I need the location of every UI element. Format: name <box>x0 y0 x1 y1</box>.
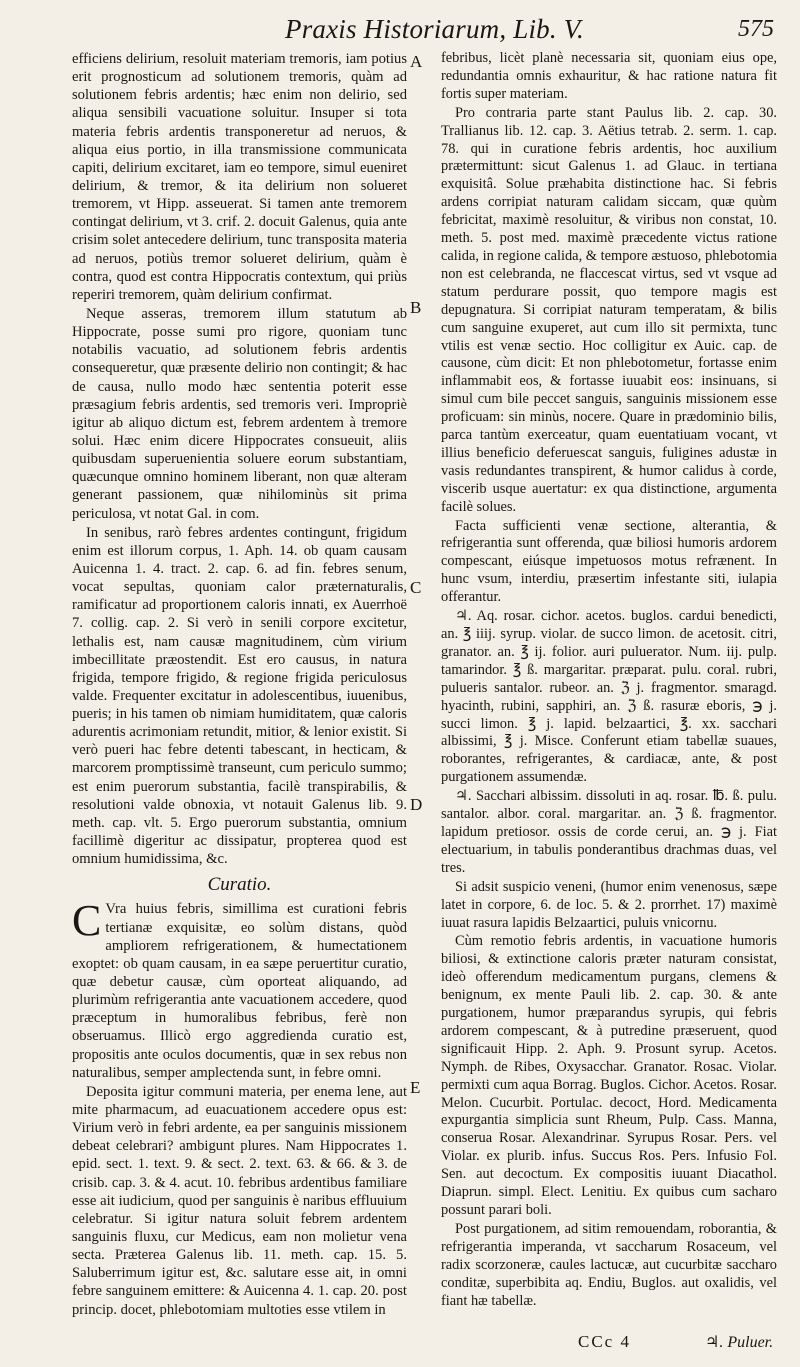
right-paragraph-6: Post purgationem, ad sitim remouendam, roborantia, & refrigerantia imperanda, vt saccharum Rosaceum, vel radix scorzoneræ, caules lactucæ, aut cucurbitæ saccharo conditæ, superbibita aq. Endiu, Buglos. aut oxalidis, vel fiant hæ tabellæ. <box>441 1220 777 1309</box>
right-paragraph-2: Pro contraria parte stant Paulus lib. 2. cap. 30. Trallianus lib. 12. cap. 3. Aëtius tetrab. 2. serm. 1. cap. 78. qui in curatione febris ardentis, hoc auxilium prætermittunt: sicut Galenus 1. ad Glauc. in tertiana exquisitâ. Solue præhabita distinctione hac. Si febris ardens corripiat naturam calidam siccam, quæ quùm febricitat, maximè resoluitur, & viribus non constat, 10. meth. 5. post med. maximè præcedente victus ratione calida, in regione calida, & tempore æstuoso, phlebotomia non est celebranda, ne flaccescat virtus, sed vt vsque ad statum perdurare possit, quo tempore magis est depugnatura. Si corripiat naturam temperatam, & bilis cum sanguine exuperet, aut cum illo sit permixta, tunc vtilis est venæ sectio. Hoc colligitur ex Auic. cap. de causone, cùm dicit: Et non phlebotometur, fortasse enim inflammabit eos, & fortasse iuuabit eos: insinuans, si simul cum bile peccet sanguis, sanguinis missionem esse proficuam: sin minùs, nocere. Quare in prædominio bilis, parca tantùm exerceatur, quam euentatiuam vocant, vt illius beneficio deferuescat sanguis, fuligines adustæ in vasis redundantes transpirent, & humor calidus à corde, viscerib usque auertatur: ex qua distinctione, argumenta facilè solues. <box>441 104 777 515</box>
drop-cap: C <box>72 896 102 946</box>
curatio-paragraph-1 <box>72 896 407 1081</box>
running-title: Praxis Historiarum, Lib. V. <box>285 14 584 44</box>
right-paragraph-3: Facta sufficienti venæ sectione, alterantia, & refrigerantia sunt offerenda, quæ biliosi humoris ardorem compescant, eiúsque impetuosos motus refrænent. In hunc vsum, interdiu, præsertim infestante siti, iulapia offerantur. <box>441 517 777 606</box>
margin-letter-a: A <box>410 52 423 71</box>
left-column <box>72 50 407 1319</box>
signature-mark: CCc 4 <box>578 1332 631 1351</box>
margin-letter-e: E <box>410 1078 421 1097</box>
curatio-paragraph-2: Deposita igitur communi materia, per enema lene, aut mite pharmacum, ad euacuationem accedere opus est: Virium verò in febri ardente, ea per sanguinis missionem debeat celebrari? ambigunt plures. Nam Hippocrates 1. epid. sect. 1. text. 9. & sect. 2. text. 63. & 66. & 3. de crisib. cap. 3. & 4. acut. 10. febribus ardentibus familiare esse ait iudicium, quod per sanguinis è naribus effluuium celebratur. Si igitur natura soluit febrem ardentem sanguinis fluxu, cur Medicus, eam non molietur vena secta. Præterea Galenus lib. 11. meth. cap. 15. 5. Saluberrimum igitur est, &c. salutare esse ait, in omni febre sanguinem emittere: & Auicenna 4. 1. cap. 20. post princip. docet, phlebotomiam multoties esse vtilem in <box>72 1083 407 1318</box>
left-paragraph-2: Neque asseras, tremorem illum statutum ab Hippocrate, posse sumi pro rigore, quoniam tunc notabilis vacuatio, ad solutionem febris ardentis consequeretur, quæ præsente delirio non contingit; & hac de causa, nullo modo hæc sententia poterit esse præsagium febris ardentis, sed tremoris veri. Impropriè igitur ab aliquo dictum est, febrem ardentem à tremore solui. Hæc enim dicere Hippocrates consueuit, aliis quibusdam superuenientia soluere eorum substantiam, quæcunque omnino hominem liberant, non quæ alteram generant passionem, quæ nihilominùs sit prima periculosa, vt notat Gal. in com. <box>72 305 407 522</box>
right-paragraph-1: febribus, licèt planè necessaria sit, quoniam eius ope, redundantia omnis exhauritur, & hac ratione natura fit fortis super materiam. <box>441 50 777 102</box>
section-heading-curatio: Curatio. <box>207 874 272 896</box>
curatio-paragraph-1-text: Vra huius febris, simillima est curationi febris tertianæ exquisitæ, eo solùm distans, quòd ampliorem refrigerationem, & humectationem exoptet: ob quam causam, in ea sæpe peruertitur curatio, quæ debetur causæ, cùm oporteat aliquando, ad plurimùm refrigerantia ante vacuationem accedere, quod præceptum in humoralibus febribus, ferè non obseruamus. Illicò ergo aggredienda curatio est, propositis ante oculos documentis, quæ in sex rebus non naturalibus, semper amplectenda sunt, in febre omni. <box>72 901 407 1081</box>
left-paragraph-1: efficiens delirium, resoluit materiam tremoris, iam potius erit prognosticum ad solutionem tremoris, quàm ad solutionem febris ardentis; hæc enim non delirio, sed aliqua sensibili vacuatione soluitur. Insuper si tota materia febris ardentis transponeretur ad neruos, & aliqua eius portio, in illa transmissione communicata capiti, delirium excitaret, iam eo tempore, simul eueniret delirium, & tremor, & ita delirium non solueret tremorem, vt Hipp. asseuerat. Si tamen ante tremorem contingat delirium, vt 3. crif. 2. docuit Galenus, quia ante crisim solet antecedere delirium, tunc transposita materia ad neruos, potiùs tremor solueret delirium, quàm è contra, quod est contra Hippocratis contextum, qui priùs reperiri tremorem, quàm delirium confirmat. <box>72 51 407 303</box>
right-paragraph-4: Si adsit suspicio veneni, (humor enim venenosus, sæpe latet in corpore, 6. de loc. 5. & 2. prorrhet. 17) maximè iuuat rasura lapidis Belzaartici, puluis vnicornu. <box>441 878 777 931</box>
catchword: ♃. Puluer. <box>705 1334 774 1351</box>
recipe-1: ♃. Aq. rosar. cichor. acetos. buglos. cardui benedicti, an. ℥ iiij. syrup. violar. de succo limon. de acetosit. citri, granator. an. ℥ ij. folior. auri puluerator. Num. iij. pulp. tamarindor. ℥ ß. margaritar. præparat. pulu. coral. rubri, pulueris santalor. rubeor. an. ℨ j. fragmentor. smaragd. hyacinth, rubini, sapphiri, an. ℨ ß. rasuræ eboris, ℈ j. succi limon. ℥ j. lapid. belzaartici, ℥. xx. sacchari albissimi, ℥ j. Misce. Conferunt etiam tabellæ suaues, roborantes, refrigerantes, & cardiacæ, ante, & post purgationem assumendæ. <box>441 608 777 786</box>
right-paragraph-5: Cùm remotio febris ardentis, in vacuatione humoris biliosi, & extinctione caloris præter naturam consistat, ideò offerendum medicamentum purgans, clemens & benignum, ex mente Pauli lib. 2. cap. 30. & ante purgationem, humor præparandus syrupis, qui febris ardorem compescant, & à putredine præseruent, quod significauit Hipp. 2. Aph. 9. Prosunt syrup. Acetos. Nymph. de Ribes, Oxysacchar. Granator. Rosac. Violar. permixti cum aqua Borrag. Buglos. Cichor. Acetos. Rosar. Melon. Cucurbit. Portulac. decoct, Hord. Medicamenta expurgantia simplicia sunt Rheum, Pulp. Cass. Manna, conserua Rosar. Alexandrinar. Syrupus Rosar. Pers. vel Violar. ex plurib. infus. Succus Ros. Pers. Infusio Fol. Sen. aut decoctum. Ex compositis iuuant Diacathol. Diaprun. simpl. Elect. Lenitiu. Ex quibus cum sacharo possunt parari boli. <box>441 933 777 1218</box>
margin-letter-b: B <box>410 298 422 317</box>
margin-letter-d: D <box>410 795 423 814</box>
margin-letters <box>410 50 430 1300</box>
recipe-2: ♃. Sacchari albissim. dissoluti in aq. rosar. ℔. ß. pulu. santalor. albor. coral. margaritar. an. ℨ ß. fragmentor. lapidum pretiosor. ossis de corde cerui, an. ℈ j. Fiat electuarium, in tabulis ponderantibus drachmas duas, vel tres. <box>441 788 777 876</box>
running-head <box>60 14 778 48</box>
right-column <box>441 50 777 1310</box>
margin-letter-c: C <box>410 578 422 597</box>
left-paragraph-3: In senibus, rarò febres ardentes contingunt, frigidum enim est illorum corpus, 1. Aph. 14. ob quam causam Auicenna 1. 4. tract. 2. cap. 6. ad fin. febres senum, vocat sepultas, quoniam calor præternaturalis, ramificatur ad proportionem caloris innati, ex Auerrhoë 7. collig. cap. 2. Si verò in senili corpore excitetur, lethalis est, nam causæ magnitudinem, cùm virium imbecillitate præostendit. Est ero causus, in natura frigida, tempore frigido, & regione frigida periculosus valde. Frequenter excitatur in adolescentibus, iuuenibus, pueris; in his tamen ob nimiam humiditatem, quæ caloris adurentis acrimoniam retundit, mitior, & lenior existit. Si verò pueri hac febre detenti tabescant, in hecticam, & marcorem promptissimè transeunt, cum periculo summo; est enim puerorum substantia, facilè transpirabilis, & resolutioni valde obnoxia, vt notauit Galenus lib. 9. meth. cap. vlt. 5. Ergo puerorum substantia, omnium facillimè digeritur ac dissipatur, propterea quod est omnium humidissima, &c. <box>72 524 407 868</box>
page-number: 575 <box>738 16 774 42</box>
